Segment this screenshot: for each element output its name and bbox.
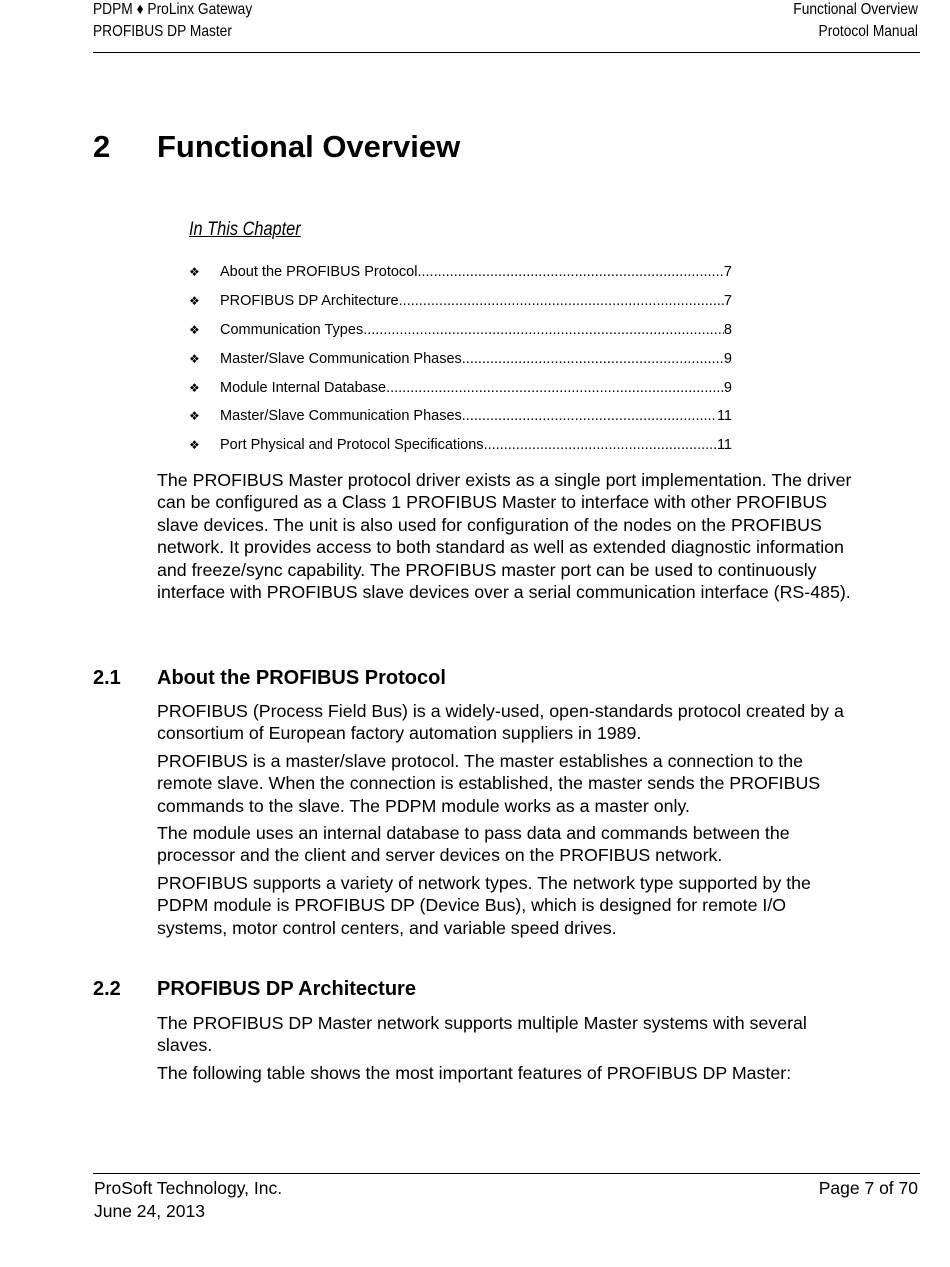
toc-title: Module Internal Database	[220, 379, 387, 396]
section-number: 2.1	[93, 667, 121, 689]
paragraph: PROFIBUS supports a variety of network types. The network type supported by the PDPM module is PROFIBUS DP (Device Bus), which is designed for remote I/O systems, motor control centers, and variable speed drives.	[157, 872, 811, 938]
section-heading-2-1	[93, 665, 446, 691]
diamond-bullet-icon: ❖	[189, 322, 200, 337]
toc-item[interactable]	[189, 349, 732, 378]
diamond-bullet-icon: ❖	[189, 380, 200, 395]
toc-leader	[386, 378, 724, 398]
toc-item[interactable]	[189, 406, 732, 435]
header-chapter: Functional Overview	[793, 1, 918, 18]
diamond-bullet-icon: ❖	[189, 293, 200, 308]
toc-page: 11	[716, 408, 732, 425]
footer-date: June 24, 2013	[94, 1201, 205, 1221]
toc-leader	[363, 320, 724, 340]
footer-company: ProSoft Technology, Inc.	[94, 1178, 283, 1198]
toc-title: Master/Slave Communication Phases	[220, 350, 462, 367]
toc-page: 8	[723, 321, 732, 338]
paragraph: The module uses an internal database to pass data and commands between the processor and the client and server devices on the PROFIBUS network.	[157, 823, 790, 866]
header-right	[793, 0, 918, 43]
toc-title: Master/Slave Communication Phases	[220, 408, 462, 425]
intro-paragraph: The PROFIBUS Master protocol driver exists as a single port implementation. The driver can be configured as a Class 1 PROFIBUS Master to interface with other PROFIBUS slave devices. The unit is also used for configuration of the nodes on the PROFIBUS network. It provides access to both standard as well as extended diagnostic information and freeze/sync capability. The PROFIBUS master port can be used to continuously interface with PROFIBUS slave devices over a serial communication interface (RS-485).	[157, 470, 852, 603]
section-2-1-body	[157, 700, 857, 944]
toc-leader	[399, 291, 724, 311]
page-header	[93, 0, 920, 53]
toc-item[interactable]	[189, 378, 732, 407]
header-manual: Protocol Manual	[818, 23, 918, 40]
toc-leader	[417, 262, 723, 282]
toc-title: About the PROFIBUS Protocol	[220, 264, 418, 280]
section-title: PROFIBUS DP Architecture	[157, 978, 416, 1000]
in-this-chapter-heading: In This Chapter	[189, 219, 301, 240]
toc-page: 9	[723, 350, 732, 367]
toc-page: 9	[723, 379, 732, 396]
toc-page: 7	[723, 292, 732, 309]
toc-item[interactable]	[189, 262, 732, 291]
header-product: PDPM ♦ ProLinx Gateway	[93, 1, 253, 18]
toc-item[interactable]	[189, 320, 732, 349]
page-footer	[93, 1173, 920, 1221]
toc-leader	[484, 435, 717, 455]
section-heading-2-2	[93, 976, 416, 1002]
toc-page: 11	[716, 437, 732, 454]
toc-item[interactable]	[189, 291, 732, 320]
toc-item[interactable]	[189, 435, 732, 464]
chapter-title	[93, 126, 460, 168]
paragraph: PROFIBUS is a master/slave protocol. The master establishes a connection to the remote slave. When the connection is established, the master sends the PROFIBUS commands to the slave. The PDPM module works as a master only.	[157, 750, 821, 816]
header-left	[93, 0, 252, 43]
chapter-toc	[189, 262, 732, 464]
toc-leader	[462, 349, 724, 369]
footer-left	[94, 1177, 282, 1223]
diamond-bullet-icon: ❖	[189, 265, 200, 279]
section-title: About the PROFIBUS Protocol	[157, 667, 446, 689]
diamond-bullet-icon: ❖	[189, 438, 200, 453]
section-2-2-body	[157, 1012, 857, 1089]
toc-title: Port Physical and Protocol Specifications	[220, 437, 484, 454]
diamond-bullet-icon: ❖	[189, 409, 200, 424]
header-protocol: PROFIBUS DP Master	[93, 23, 232, 40]
paragraph: The PROFIBUS DP Master network supports multiple Master systems with several slaves.	[157, 1013, 807, 1056]
chapter-title-text: Functional Overview	[157, 129, 461, 164]
chapter-number: 2	[93, 129, 111, 164]
toc-page: 7	[723, 264, 732, 280]
toc-leader	[462, 406, 717, 426]
diamond-bullet-icon: ❖	[189, 351, 200, 366]
section-number: 2.2	[93, 978, 121, 1000]
intro-text	[157, 469, 857, 608]
footer-page-number: Page 7 of 70	[818, 1178, 918, 1198]
paragraph: The following table shows the most important features of PROFIBUS DP Master:	[157, 1062, 792, 1083]
toc-title: Communication Types	[220, 321, 364, 338]
paragraph: PROFIBUS (Process Field Bus) is a widely-used, open-standards protocol created by a consortium of European factory automation suppliers in 1989.	[157, 701, 844, 744]
toc-title: PROFIBUS DP Architecture	[220, 292, 399, 309]
